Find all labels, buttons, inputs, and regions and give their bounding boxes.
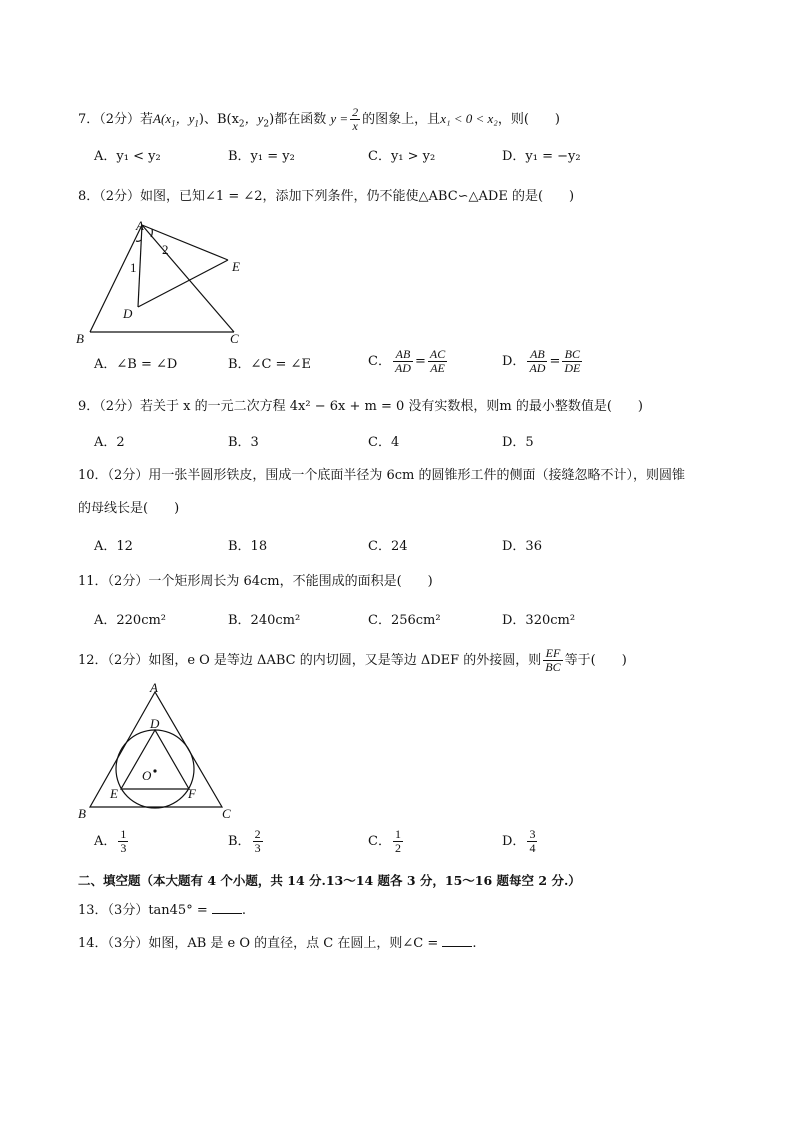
q8-label-b: B bbox=[76, 331, 84, 346]
q7-option-a[interactable]: A．y₁ < y₂ bbox=[94, 149, 161, 164]
q7-point-a: $A(x_1$，$y_1$ bbox=[153, 111, 199, 129]
q9-option-a[interactable]: A．2 bbox=[94, 435, 125, 450]
q12-circle-o bbox=[116, 730, 194, 808]
q8-option-c[interactable]: C． $\frac{AB}{AD}$ = $\frac{AC}{AE}$ bbox=[368, 347, 446, 375]
q12-center-point bbox=[153, 769, 156, 772]
q12-option-c[interactable]: C． $\frac{1}{2}$ bbox=[368, 827, 401, 855]
q8-d-frac-2: $\frac{BC}{DE}$ bbox=[564, 347, 581, 375]
q8-angle-2-arc bbox=[151, 229, 152, 237]
question-10-stem-line-2: 的母线长是( ) bbox=[78, 501, 180, 516]
q8-label-a: A bbox=[136, 218, 144, 233]
q11-option-c[interactable]: C．256cm² bbox=[368, 613, 441, 628]
q8-side-ac bbox=[142, 225, 234, 332]
q12-label-a: A bbox=[150, 680, 158, 695]
q11-option-d[interactable]: D．320cm² bbox=[502, 613, 576, 628]
section-2-heading: 二、填空题（本大题有 4 个小题，共 14 分.13～14 题各 3 分，15～16 题每空 2 分.） bbox=[78, 873, 581, 888]
question-10-stem-line-1: 10．（2分）用一张半圆形铁皮，围成一个底面半径为 6cm 的圆锥形工件的侧面（接缝忽略不计），则圆锥 bbox=[78, 468, 685, 483]
q11-option-b[interactable]: B．240cm² bbox=[228, 613, 301, 628]
q9-option-b[interactable]: B．3 bbox=[228, 435, 259, 450]
q12-label-o: O bbox=[142, 768, 152, 783]
q12-label-e: E bbox=[110, 786, 118, 801]
q9-option-c[interactable]: C．4 bbox=[368, 435, 400, 450]
q7-option-b[interactable]: B．y₁ = y₂ bbox=[228, 149, 295, 164]
q8-option-d[interactable]: D． $\frac{AB}{AD}$ = $\frac{BC}{DE}$ bbox=[502, 347, 581, 375]
q7-option-c[interactable]: C．y₁ > y₂ bbox=[368, 149, 436, 164]
q12-fraction: $\frac{EF}{BC}$ bbox=[545, 646, 561, 674]
q7-point-b: )、B(x bbox=[198, 112, 239, 127]
question-8-stem: 8．（2分）如图，已知∠1 = ∠2，添加下列条件，仍不能使△ABC∽△ADE 的是( ) bbox=[78, 189, 575, 204]
q8-side-ab bbox=[90, 225, 142, 332]
q8-side-de bbox=[138, 260, 228, 307]
q14-answer-blank[interactable] bbox=[442, 934, 472, 947]
q7-condition: x₁ < 0 < x₂ bbox=[440, 111, 498, 126]
q12-label-b: B bbox=[78, 806, 86, 821]
q10-option-b[interactable]: B．18 bbox=[228, 539, 268, 554]
q7-option-d[interactable]: D．y₁ = −y₂ bbox=[502, 149, 581, 164]
q10-option-d[interactable]: D．36 bbox=[502, 539, 542, 554]
q12-option-d[interactable]: D． $\frac{3}{4}$ bbox=[502, 827, 536, 855]
q12-label-d: D bbox=[150, 716, 160, 731]
question-11-stem: 11．（2分）一个矩形周长为 64cm，不能围成的面积是( ) bbox=[78, 574, 433, 589]
q7-fraction: $\frac{2}{x}$ bbox=[352, 105, 359, 133]
q8-label-2: 2 bbox=[162, 242, 169, 257]
q8-triangle-figure bbox=[72, 215, 262, 347]
question-7-stem: 7．（2分）若$A(x_1$，$y_1$)、$B(x_2$，$y_2$)都在函数 y = $\frac{2}{x}$ 的图象上，且x₁ < 0 < x₂，则( ) bbox=[78, 105, 560, 133]
q10-option-a[interactable]: A．12 bbox=[94, 539, 133, 554]
question-13-stem: 13．（3分）tan45° = . bbox=[78, 903, 247, 918]
q8-side-ad bbox=[138, 225, 142, 307]
question-9-stem: 9．（2分）若关于 x 的一元二次方程 4x² − 6x + m = 0 没有实数根，则m 的最小整数值是( ) bbox=[78, 399, 643, 414]
q12-circle-triangle-figure bbox=[74, 680, 242, 822]
q7-function: y = bbox=[330, 111, 349, 126]
q8-label-d: D bbox=[123, 306, 133, 321]
q8-option-b[interactable]: B．∠C = ∠E bbox=[228, 357, 311, 372]
q8-d-frac-1: $\frac{AB}{AD}$ bbox=[529, 347, 546, 375]
q7-text: 7．（2分）若 bbox=[78, 112, 154, 127]
q12-option-b[interactable]: B． $\frac{2}{3}$ bbox=[228, 827, 261, 855]
q13-answer-blank[interactable] bbox=[212, 901, 242, 914]
q8-c-frac-2: $\frac{AC}{AE}$ bbox=[429, 347, 446, 375]
question-12-stem: 12．（2分）如图，e O 是等边 ΔABC 的内切圆，又是等边 ΔDEF 的外接圆，则 $\frac{EF}{BC}$ 等于( ) bbox=[78, 646, 627, 674]
q10-option-c[interactable]: C．24 bbox=[368, 539, 408, 554]
q12-option-a[interactable]: A． $\frac{1}{3}$ bbox=[94, 827, 127, 855]
q8-label-e: E bbox=[232, 259, 240, 274]
q8-side-ae bbox=[142, 225, 228, 260]
q12-label-f: F bbox=[188, 786, 196, 801]
q8-c-frac-1: $\frac{AB}{AD}$ bbox=[394, 347, 411, 375]
q8-label-1: 1 bbox=[130, 260, 137, 275]
q8-option-a[interactable]: A．∠B = ∠D bbox=[94, 357, 178, 372]
q8-angle-1-arc bbox=[136, 240, 141, 241]
q12-label-c: C bbox=[222, 806, 231, 821]
question-14-stem: 14．（3分）如图，AB 是 e O 的直径，点 C 在圆上，则∠C = . bbox=[78, 936, 477, 951]
q9-option-d[interactable]: D．5 bbox=[502, 435, 534, 450]
q11-option-a[interactable]: A．220cm² bbox=[94, 613, 167, 628]
q8-label-c: C bbox=[230, 331, 239, 346]
